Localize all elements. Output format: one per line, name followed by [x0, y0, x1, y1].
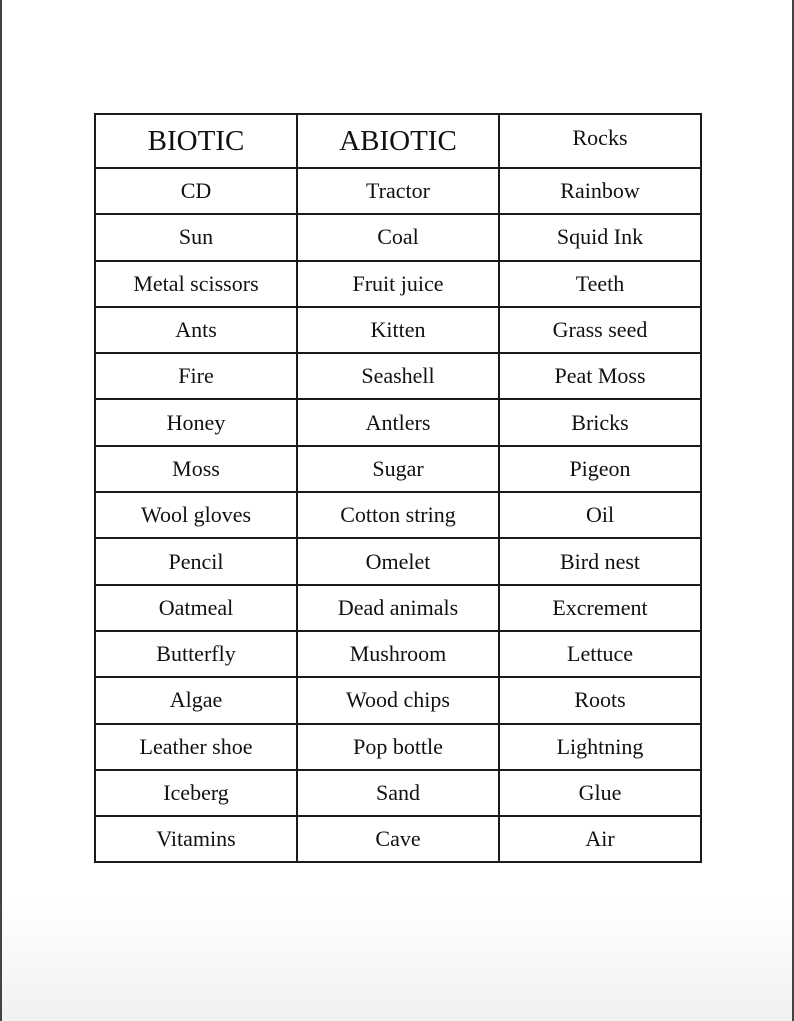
header-biotic: BIOTIC	[95, 114, 297, 168]
table-cell: Wool gloves	[95, 492, 297, 538]
table-cell: Bird nest	[499, 538, 701, 584]
table-cell: Fire	[95, 353, 297, 399]
table-cell: Sand	[297, 770, 499, 816]
table-row	[95, 399, 701, 445]
table-cell: Tractor	[297, 168, 499, 214]
table-cell: Honey	[95, 399, 297, 445]
table-cell: Lightning	[499, 724, 701, 770]
table-cell: Omelet	[297, 538, 499, 584]
table-cell: Iceberg	[95, 770, 297, 816]
table-cell: Lettuce	[499, 631, 701, 677]
table-cell: Rainbow	[499, 168, 701, 214]
table-cell: Kitten	[297, 307, 499, 353]
table-row	[95, 353, 701, 399]
table-cell: Metal scissors	[95, 261, 297, 307]
table-cell: Teeth	[499, 261, 701, 307]
table-cell: Peat Moss	[499, 353, 701, 399]
table-cell: Pigeon	[499, 446, 701, 492]
header-abiotic: ABIOTIC	[297, 114, 499, 168]
table-cell: Dead animals	[297, 585, 499, 631]
table-cell: Glue	[499, 770, 701, 816]
table-cell: Leather shoe	[95, 724, 297, 770]
table-cell: Oil	[499, 492, 701, 538]
table-cell: Roots	[499, 677, 701, 723]
table-cell: Pop bottle	[297, 724, 499, 770]
table-row	[95, 631, 701, 677]
table-cell: Algae	[95, 677, 297, 723]
table-cell: Excrement	[499, 585, 701, 631]
page-edge-left	[0, 0, 2, 1021]
table-row	[95, 538, 701, 584]
table-row	[95, 724, 701, 770]
table-row	[95, 492, 701, 538]
table-cell: Sun	[95, 214, 297, 260]
header-row	[95, 114, 701, 168]
table-row	[95, 261, 701, 307]
table-cell: Vitamins	[95, 816, 297, 862]
header-cell-rocks: Rocks	[499, 114, 701, 168]
table-cell: Fruit juice	[297, 261, 499, 307]
table-cell: Moss	[95, 446, 297, 492]
table-cell: Cotton string	[297, 492, 499, 538]
table-cell: CD	[95, 168, 297, 214]
table-cell: Pencil	[95, 538, 297, 584]
table-cell: Squid Ink	[499, 214, 701, 260]
table-cell: Antlers	[297, 399, 499, 445]
table-row	[95, 168, 701, 214]
table-cell: Seashell	[297, 353, 499, 399]
table-cell: Wood chips	[297, 677, 499, 723]
table-cell: Oatmeal	[95, 585, 297, 631]
table-cell: Mushroom	[297, 631, 499, 677]
table-cell: Bricks	[499, 399, 701, 445]
table-row	[95, 585, 701, 631]
table-cell: Grass seed	[499, 307, 701, 353]
table-row	[95, 307, 701, 353]
table-row	[95, 770, 701, 816]
biotic-abiotic-table	[94, 113, 702, 863]
table-cell: Ants	[95, 307, 297, 353]
table-cell: Coal	[297, 214, 499, 260]
table-row	[95, 446, 701, 492]
table-cell: Butterfly	[95, 631, 297, 677]
table-cell: Cave	[297, 816, 499, 862]
table-row	[95, 816, 701, 862]
table-cell: Sugar	[297, 446, 499, 492]
table-row	[95, 677, 701, 723]
table-cell: Air	[499, 816, 701, 862]
table-row	[95, 214, 701, 260]
